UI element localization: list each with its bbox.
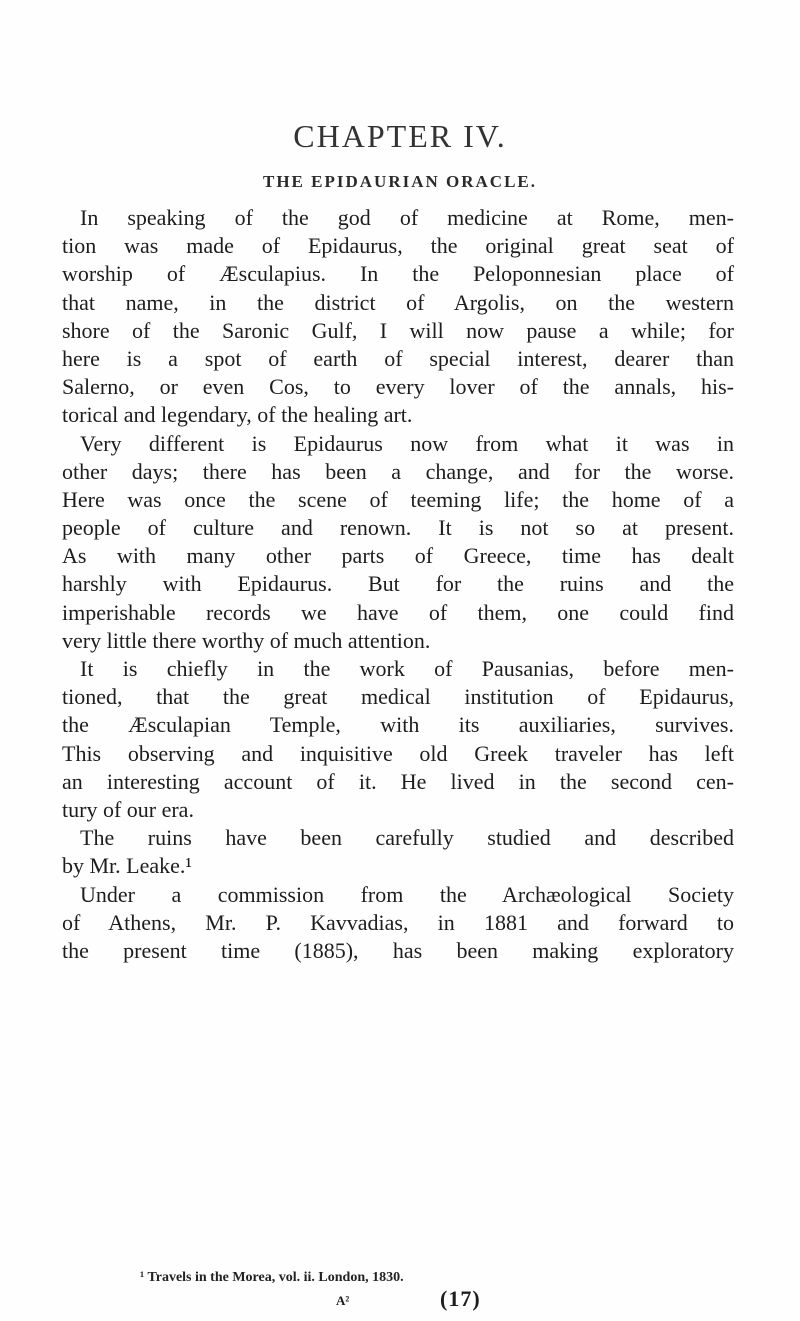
text-line: very little there worthy of much attention.	[62, 627, 431, 653]
body-text	[62, 204, 734, 965]
text-line: imperishable records we have of them, one could find	[62, 599, 734, 625]
text-line: Salerno, or even Cos, to every lover of the annals, his-	[62, 374, 734, 400]
chapter-heading: CHAPTER IV.	[293, 118, 507, 154]
page-number: (17)	[440, 1286, 481, 1311]
text-line: torical and legendary, of the healing art.	[62, 402, 413, 428]
text-line: tioned, that the great medical institution of Epidaurus,	[62, 684, 734, 710]
text-line: tury of our era.	[62, 796, 194, 822]
text-line: of Athens, Mr. P. Kavvadias, in 1881 and forward to	[62, 909, 734, 935]
text-line: other days; there has been a change, and for the worse.	[62, 458, 734, 484]
text-line: people of culture and renown. It is not so at present.	[62, 515, 734, 541]
printer-signature: A²	[336, 1293, 350, 1308]
text-line: harshly with Epidaurus. But for the ruins and the	[62, 571, 734, 597]
text-line: It is chiefly in the work of Pausanias, before men-	[80, 656, 734, 681]
text-line: The ruins have been carefully studied and described	[80, 825, 734, 851]
text-line: Here was once the scene of teeming life; the home of a	[62, 486, 734, 512]
text-line: Very different is Epidaurus now from what it was in	[80, 430, 734, 456]
text-line: As with many other parts of Greece, time has dealt	[62, 543, 734, 569]
text-line: In speaking of the god of medicine at Rome, men-	[80, 205, 734, 230]
text-line: here is a spot of earth of special interest, dearer than	[62, 345, 734, 371]
text-line: by Mr. Leake.¹	[62, 853, 193, 879]
text-line: the present time (1885), has been making exploratory	[62, 937, 734, 963]
text-line: an interesting account of it. He lived in the second cen-	[62, 768, 734, 794]
text-line: shore of the Saronic Gulf, I will now pause a while; for	[62, 317, 734, 343]
text-line: the Æsculapian Temple, with its auxiliaries, survives.	[62, 712, 734, 738]
text-line: Under a commission from the Archæological Society	[80, 881, 734, 907]
chapter-subtitle: THE EPIDAURIAN ORACLE.	[263, 172, 537, 191]
text-line: worship of Æsculapius. In the Peloponnesian place of	[62, 261, 734, 287]
text-line: tion was made of Epidaurus, the original great seat of	[62, 233, 734, 259]
footnote: ¹ Travels in the Morea, vol. ii. London, 1830.	[140, 1270, 404, 1285]
text-line: that name, in the district of Argolis, on the western	[62, 289, 734, 315]
text-line: This observing and inquisitive old Greek traveler has left	[62, 740, 734, 766]
